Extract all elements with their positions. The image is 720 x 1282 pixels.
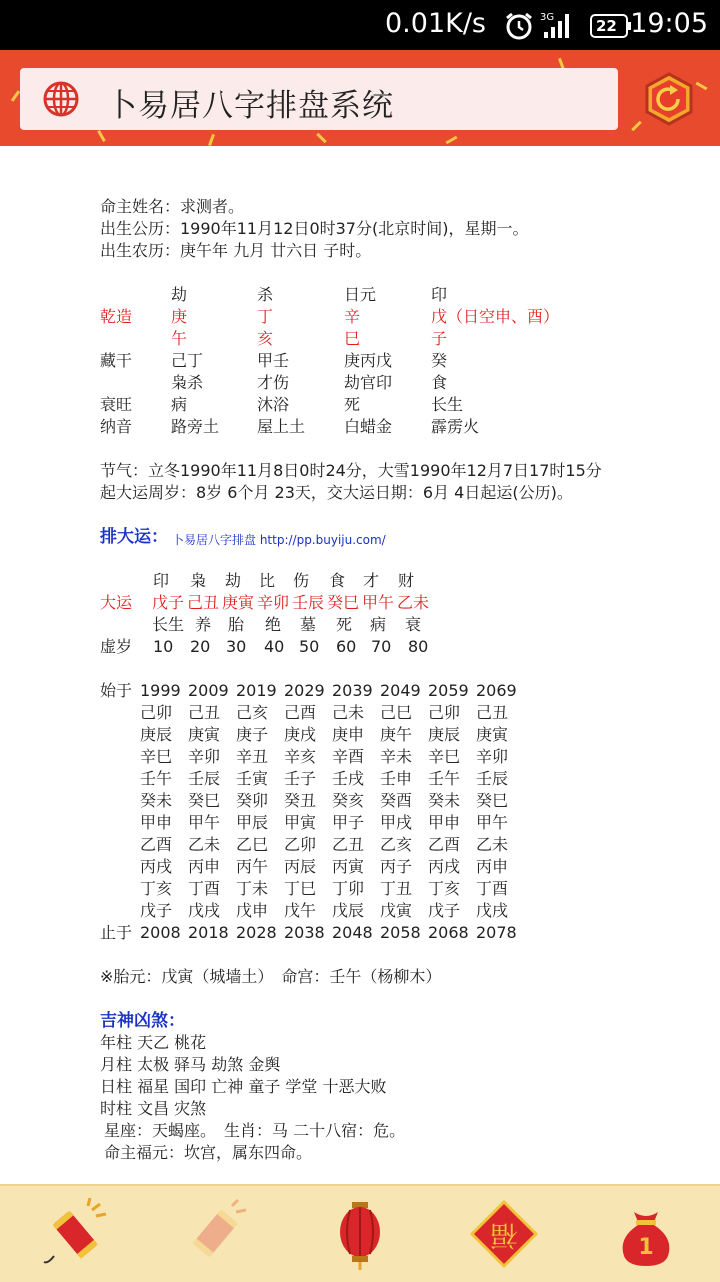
liunian-cell: 庚戌	[284, 725, 317, 744]
liunian-cell: 壬午	[140, 769, 173, 788]
app-header	[0, 50, 720, 146]
dayun-changsheng-cell: 衰	[405, 615, 422, 634]
shuaiwang-cell: 死	[344, 395, 361, 414]
xusui-label: 虚岁	[100, 637, 133, 656]
canggan-cell: 甲壬	[257, 351, 290, 370]
dayun-shishen-row	[100, 570, 700, 592]
liunian-cell: 庚申	[332, 725, 365, 744]
battery-level: 22	[596, 17, 617, 35]
dayun-changsheng-cell: 养	[195, 615, 212, 634]
liunian-cell: 丙申	[188, 857, 221, 876]
table-row	[100, 768, 700, 790]
liunian-cell: 丁酉	[476, 879, 509, 898]
liunian-cell: 己巳	[380, 703, 413, 722]
liunian-cell: 辛亥	[284, 747, 317, 766]
liunian-cell: 丙戌	[140, 857, 173, 876]
table-row	[100, 746, 700, 768]
dayun-ganzhi-cell: 戊子	[152, 593, 185, 612]
liunian-cell: 庚午	[380, 725, 413, 744]
info-solar-text: 出生公历：1990年11月12日0时37分(北京时间)，星期一。	[100, 219, 529, 238]
liunian-cell: 壬午	[428, 769, 461, 788]
liunian-cell: 甲戌	[380, 813, 413, 832]
liunian-cell: 庚辰	[140, 725, 173, 744]
liunian-cell: 庚寅	[476, 725, 509, 744]
shensha-text: 日柱 福星 国印 亡神 童子 学堂 十恶大败	[100, 1077, 387, 1096]
liunian-cell: 辛巳	[428, 747, 461, 766]
shuaiwang-cell: 病	[171, 395, 188, 414]
liunian-cell: 丁丑	[380, 879, 413, 898]
liunian-table	[100, 702, 700, 922]
pillar-shishen: 劫	[171, 285, 188, 304]
liunian-cell: 戊子	[140, 901, 173, 920]
liunian-cell: 甲辰	[236, 813, 269, 832]
fuyuan-line	[100, 1142, 700, 1164]
pillar-stems-row	[100, 306, 700, 328]
dayun-shishen-cell: 伤	[293, 571, 310, 590]
liunian-cell: 癸巳	[188, 791, 221, 810]
dayun-xusui-cell: 20	[190, 637, 211, 656]
liunian-end-year: 2048	[332, 923, 373, 942]
pillar-shishen: 日元	[344, 285, 377, 304]
liunian-cell: 壬戌	[332, 769, 365, 788]
liunian-cell: 戊申	[236, 901, 269, 920]
firecracker-icon[interactable]	[40, 1198, 112, 1270]
liunian-cell: 戊子	[428, 901, 461, 920]
table-row	[100, 790, 700, 812]
liunian-cell: 壬申	[380, 769, 413, 788]
shensha-line	[100, 1054, 700, 1076]
lucky-bag-icon[interactable]	[610, 1198, 682, 1270]
shensha-text: 月柱 太极 驿马 劫煞 金舆	[100, 1055, 281, 1074]
xingzuo-text: 星座：天蝎座。 生肖：马 二十八宿：危。	[104, 1121, 406, 1140]
liunian-cell: 丙辰	[284, 857, 317, 876]
dayun-changsheng-cell: 长生	[152, 615, 185, 634]
dayun-shishen-cell: 枭	[190, 571, 207, 590]
liunian-cell: 己卯	[428, 703, 461, 722]
lantern-icon[interactable]	[324, 1198, 396, 1270]
dayun-shishen-cell: 食	[329, 571, 346, 590]
dayun-shishen-cell: 比	[259, 571, 276, 590]
liunian-cell: 丙寅	[332, 857, 365, 876]
liunian-cell: 乙巳	[236, 835, 269, 854]
liunian-cell: 癸丑	[284, 791, 317, 810]
dayun-xusui-cell: 40	[264, 637, 285, 656]
canggan-shishen-cell: 劫官印	[344, 373, 393, 392]
dayun-heading: 排大运：	[100, 527, 168, 547]
liunian-end-year: 2018	[188, 923, 229, 942]
liunian-cell: 乙酉	[428, 835, 461, 854]
dayun-shishen-cell: 劫	[225, 571, 242, 590]
liunian-cell: 甲午	[188, 813, 221, 832]
lucky-bag-number: 1	[638, 1235, 654, 1260]
qianzao-label: 乾造	[100, 307, 133, 326]
refresh-icon[interactable]	[642, 72, 696, 126]
canggan-cell: 庚丙戊	[344, 351, 393, 370]
liunian-cell: 己亥	[236, 703, 269, 722]
liunian-cell: 乙亥	[380, 835, 413, 854]
buyiju-link[interactable]: 卜易居八字排盘 http://pp.buyiju.com/	[172, 533, 386, 547]
shensha-heading-row	[100, 1010, 700, 1032]
liunian-cell: 壬寅	[236, 769, 269, 788]
pillar-shishen-row	[100, 284, 700, 306]
bazi-report	[100, 196, 700, 1164]
shuaiwang-cell: 长生	[431, 395, 464, 414]
info-name	[100, 196, 700, 218]
liunian-cell: 乙未	[188, 835, 221, 854]
canggan-shishen-cell: 枭杀	[171, 373, 204, 392]
canggan-shishen-row	[100, 372, 700, 394]
canggan-cell: 癸	[431, 351, 448, 370]
liunian-cell: 辛巳	[140, 747, 173, 766]
shensha-text: 时柱 文昌 灾煞	[100, 1099, 207, 1118]
liunian-cell: 乙未	[476, 835, 509, 854]
pillar-branch: 子	[431, 329, 448, 348]
signal-type-label: 3G	[540, 12, 555, 23]
liunian-cell: 癸巳	[476, 791, 509, 810]
table-row	[100, 834, 700, 856]
canggan-row	[100, 350, 700, 372]
liunian-cell: 辛丑	[236, 747, 269, 766]
fu-diamond-icon[interactable]	[468, 1198, 540, 1270]
page-title: 卜易居八字排盘系统	[106, 88, 394, 124]
liunian-start-row	[100, 680, 700, 702]
table-row	[100, 900, 700, 922]
pillar-stem: 戊（日空申、酉）	[431, 307, 560, 326]
liunian-cell: 甲午	[476, 813, 509, 832]
nayin-cell: 白蜡金	[344, 417, 393, 436]
liunian-cell: 辛卯	[476, 747, 509, 766]
info-lunar-text: 出生农历：庚午年 九月 廿六日 子时。	[100, 241, 372, 260]
pillar-stem: 辛	[344, 307, 361, 326]
dayun-xusui-row	[100, 636, 700, 658]
liunian-cell: 癸亥	[332, 791, 365, 810]
pillar-branch: 巳	[344, 329, 361, 348]
shensha-heading: 吉神凶煞：	[100, 1011, 185, 1031]
liunian-end-year: 2078	[476, 923, 517, 942]
dayun-xusui-cell: 70	[371, 637, 392, 656]
battery-icon	[590, 14, 632, 38]
xingzuo-line	[100, 1120, 700, 1142]
liunian-cell: 丁酉	[188, 879, 221, 898]
status-bar	[0, 0, 720, 50]
taiyuan-line	[100, 966, 700, 988]
dayun-label: 大运	[100, 593, 133, 612]
liunian-start-year: 2039	[332, 681, 373, 700]
bottom-nav	[0, 1184, 720, 1282]
liunian-cell: 癸未	[140, 791, 173, 810]
table-row	[100, 812, 700, 834]
liunian-cell: 甲寅	[284, 813, 317, 832]
liunian-cell: 辛酉	[332, 747, 365, 766]
liunian-start-year: 2019	[236, 681, 277, 700]
liunian-cell: 甲申	[140, 813, 173, 832]
qiyun-text: 起大运周岁：8岁 6个月 23天，交大运日期：6月 4日起运(公历)。	[100, 483, 573, 502]
title-box	[20, 68, 618, 130]
fu-character: 福	[489, 1219, 519, 1252]
info-solar	[100, 218, 700, 240]
status-time: 19:05	[630, 8, 708, 39]
shensha-line	[100, 1076, 700, 1098]
pillar-branch: 午	[171, 329, 188, 348]
nayin-cell: 屋上土	[257, 417, 306, 436]
info-name-text: 命主姓名：求测者。	[100, 197, 245, 216]
qiyun-line	[100, 482, 700, 504]
liunian-cell: 癸未	[428, 791, 461, 810]
dayun-ganzhi-cell: 癸巳	[327, 593, 360, 612]
nayin-label: 纳音	[100, 417, 133, 436]
liunian-cell: 乙卯	[284, 835, 317, 854]
dayun-xusui-cell: 80	[408, 637, 429, 656]
dayun-ganzhi-cell: 壬辰	[292, 593, 325, 612]
fuyuan-text: 命主福元：坎宫，属东四命。	[104, 1143, 313, 1162]
liunian-cell: 辛未	[380, 747, 413, 766]
liunian-start-label: 始于	[100, 681, 133, 700]
nayin-row	[100, 416, 700, 438]
liunian-cell: 甲申	[428, 813, 461, 832]
dayun-shishen-cell: 印	[153, 571, 170, 590]
liunian-cell: 壬子	[284, 769, 317, 788]
liunian-cell: 己卯	[140, 703, 173, 722]
liunian-cell: 戊戌	[476, 901, 509, 920]
table-row	[100, 856, 700, 878]
liunian-start-year: 2059	[428, 681, 469, 700]
liunian-cell: 丁未	[236, 879, 269, 898]
liunian-cell: 丁亥	[428, 879, 461, 898]
liunian-end-year: 2008	[140, 923, 181, 942]
pillar-stem: 庚	[171, 307, 188, 326]
table-row	[100, 724, 700, 746]
firecracker-faded-icon[interactable]	[180, 1198, 252, 1270]
taiyuan-text: ※胎元：戊寅（城墙土） 命宫：壬午（杨柳木）	[100, 967, 442, 986]
dayun-ganzhi-cell: 己丑	[187, 593, 220, 612]
liunian-cell: 丙午	[236, 857, 269, 876]
liunian-cell: 戊午	[284, 901, 317, 920]
liunian-cell: 乙酉	[140, 835, 173, 854]
dayun-shishen-cell: 才	[363, 571, 380, 590]
shuaiwang-cell: 沐浴	[257, 395, 290, 414]
liunian-cell: 壬辰	[188, 769, 221, 788]
jieqi-line	[100, 460, 700, 482]
dayun-ganzhi-cell: 甲午	[362, 593, 395, 612]
dayun-xusui-cell: 50	[299, 637, 320, 656]
dayun-changsheng-cell: 绝	[265, 615, 282, 634]
liunian-start-year: 2049	[380, 681, 421, 700]
dayun-ganzhi-row	[100, 592, 700, 614]
liunian-end-year: 2038	[284, 923, 325, 942]
liunian-cell: 戊戌	[188, 901, 221, 920]
liunian-cell: 丙戌	[428, 857, 461, 876]
liunian-start-year: 2029	[284, 681, 325, 700]
dayun-changsheng-cell: 胎	[228, 615, 245, 634]
dayun-changsheng-cell: 死	[336, 615, 353, 634]
liunian-end-year: 2068	[428, 923, 469, 942]
jieqi-text: 节气：立冬1990年11月8日0时24分，大雪1990年12月7日17时15分	[100, 461, 602, 480]
dayun-changsheng-cell: 病	[370, 615, 387, 634]
liunian-start-year: 2009	[188, 681, 229, 700]
shensha-line	[100, 1032, 700, 1054]
shensha-line	[100, 1098, 700, 1120]
canggan-cell: 己丁	[171, 351, 204, 370]
pillar-shishen: 杀	[257, 285, 274, 304]
liunian-start-year: 2069	[476, 681, 517, 700]
table-row	[100, 878, 700, 900]
liunian-cell: 丙申	[476, 857, 509, 876]
liunian-end-year: 2058	[380, 923, 421, 942]
signal-icon	[540, 10, 572, 40]
alarm-icon	[504, 11, 534, 41]
liunian-cell: 庚辰	[428, 725, 461, 744]
liunian-cell: 壬辰	[476, 769, 509, 788]
shuaiwang-label: 衰旺	[100, 395, 133, 414]
dayun-ganzhi-cell: 庚寅	[222, 593, 255, 612]
pillar-shishen: 印	[431, 285, 448, 304]
liunian-start-year: 1999	[140, 681, 181, 700]
dayun-ganzhi-cell: 乙未	[397, 593, 430, 612]
info-lunar	[100, 240, 700, 262]
dayun-xusui-cell: 30	[226, 637, 247, 656]
liunian-cell: 丁亥	[140, 879, 173, 898]
liunian-cell: 己丑	[476, 703, 509, 722]
canggan-label: 藏干	[100, 351, 133, 370]
shensha-text: 年柱 天乙 桃花	[100, 1033, 207, 1052]
liunian-cell: 丁卯	[332, 879, 365, 898]
dayun-heading-row	[100, 526, 700, 548]
liunian-end-year: 2028	[236, 923, 277, 942]
dayun-ganzhi-cell: 辛卯	[257, 593, 290, 612]
globe-icon[interactable]	[42, 80, 80, 118]
shuaiwang-row	[100, 394, 700, 416]
liunian-cell: 癸酉	[380, 791, 413, 810]
canggan-shishen-cell: 才伤	[257, 373, 290, 392]
dayun-changsheng-cell: 墓	[300, 615, 317, 634]
canggan-shishen-cell: 食	[431, 373, 448, 392]
pillar-branch: 亥	[257, 329, 274, 348]
liunian-cell: 戊寅	[380, 901, 413, 920]
liunian-cell: 己酉	[284, 703, 317, 722]
dayun-xusui-cell: 10	[153, 637, 174, 656]
dayun-shishen-cell: 财	[398, 571, 415, 590]
liunian-cell: 癸卯	[236, 791, 269, 810]
pillar-stem: 丁	[257, 307, 274, 326]
dayun-changsheng-row	[100, 614, 700, 636]
nayin-cell: 霹雳火	[431, 417, 480, 436]
liunian-cell: 己丑	[188, 703, 221, 722]
liunian-end-label: 止于	[100, 923, 133, 942]
liunian-cell: 己未	[332, 703, 365, 722]
table-row	[100, 702, 700, 724]
nayin-cell: 路旁土	[171, 417, 220, 436]
liunian-cell: 庚寅	[188, 725, 221, 744]
liunian-cell: 甲子	[332, 813, 365, 832]
liunian-cell: 丙子	[380, 857, 413, 876]
liunian-cell: 辛卯	[188, 747, 221, 766]
liunian-cell: 丁巳	[284, 879, 317, 898]
liunian-end-row	[100, 922, 700, 944]
liunian-cell: 乙丑	[332, 835, 365, 854]
liunian-cell: 庚子	[236, 725, 269, 744]
pillar-branches-row	[100, 328, 700, 350]
liunian-cell: 戊辰	[332, 901, 365, 920]
dayun-xusui-cell: 60	[336, 637, 357, 656]
network-speed: 0.01K/s	[385, 8, 486, 39]
